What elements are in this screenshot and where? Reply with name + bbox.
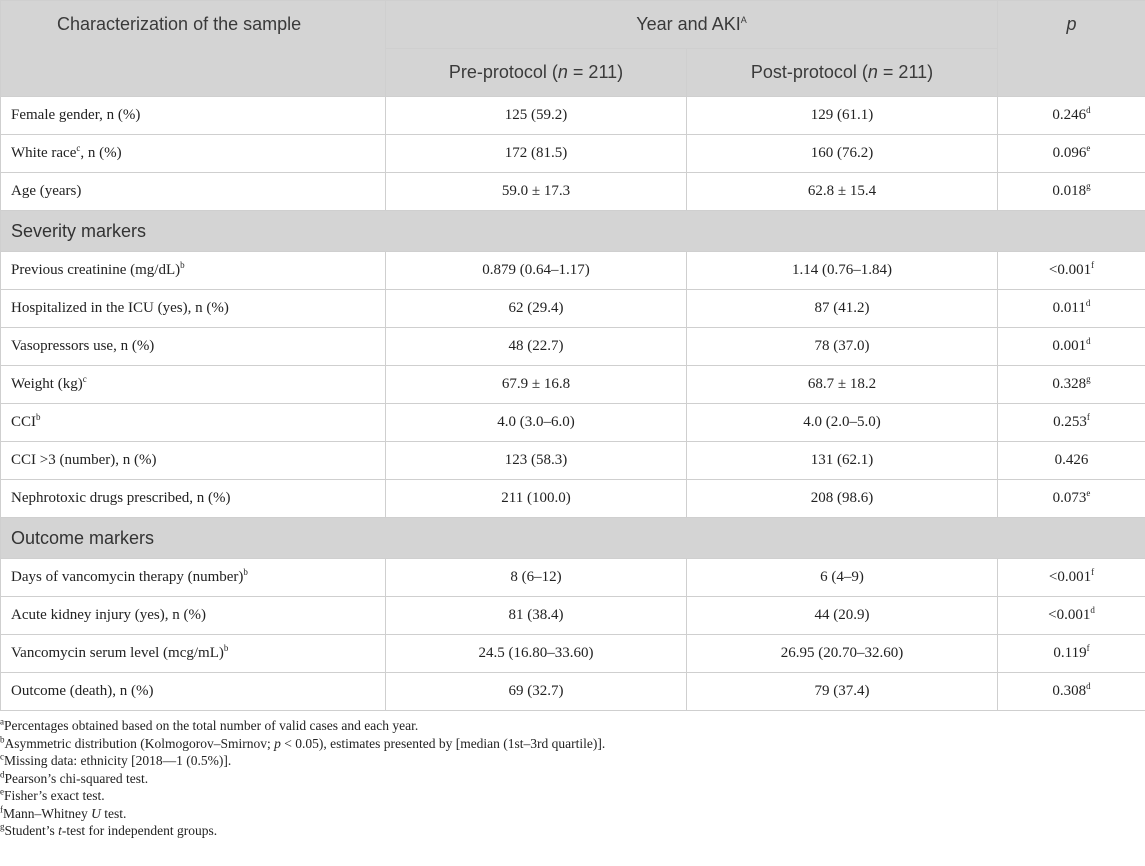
- header-row: [1, 1, 1145, 49]
- section-outcome-markers: Outcome markers: [1, 518, 1145, 559]
- table-row: Weight (kg)$^c$ 67.9 ± 16.8 68.7 ± 18.2 0.328$^g$: [1, 366, 1145, 404]
- section-severity-markers: Severity markers: [1, 211, 1145, 252]
- footnotes: [0, 711, 1145, 840]
- table-row: Age (years) 59.0 ± 17.3 62.8 ± 15.4 0.018$^g$: [1, 173, 1145, 211]
- table-row: Vancomycin serum level $(mcg/mL)^b$ 24.5 (16.80–33.60) 26.95 (20.70–32.60) 0.119$^f$: [1, 635, 1145, 673]
- table-row: White race$^c$, n (%) 172 (81.5) 160 (76.2) 0.096e: [1, 135, 1145, 173]
- table-row: Female gender, n (%) 125 (59.2) 129 (61.1) 0.246$^d$: [1, 97, 1145, 135]
- footnote-a: $^a$Percentages obtained based on the total number of valid cases and each year.: [0, 716, 419, 733]
- footnote-c: $^c$Missing data: ethnicity [2018—1 (0.5%)].: [0, 751, 232, 768]
- footnote-e: $^e$Fisher’s exact test.: [0, 786, 105, 803]
- footnote-d: $^d$Pearson’s chi-squared test.: [0, 769, 149, 786]
- table-row: Nephrotoxic drugs prescribed, n (%) 211 (100.0) 208 (98.6) 0.073e: [1, 480, 1145, 518]
- header-p: p: [998, 1, 1145, 97]
- table-row: Vasopressors use, n (%) 48 (22.7) 78 (37.0) 0.001$^d$: [1, 328, 1145, 366]
- footnote-f: $^f$Mann–Whitney U test.: [0, 804, 127, 821]
- footnote-b: $^b$Asymmetric distribution (Kolmogorov–Smirnov; p < 0.05), estimates presented by [median (1st–3rd quartile)].: [0, 734, 606, 751]
- header-pre-protocol: Pre-protocol (n = 211): [386, 49, 687, 97]
- table-row: CCI$^b$ 4.0 (3.0–6.0) 4.0 (2.0–5.0) 0.253$^f$: [1, 404, 1145, 442]
- table-row: Previous creatinine $(mg/dL)^b$ 0.879 (0.64–1.17) 1.14 (0.76–1.84) <0.001$^f$: [1, 252, 1145, 290]
- table-row: Days of vancomycin therapy (number)$^b$ 8 (6–12) 6 (4–9) <0.001$^f$: [1, 559, 1145, 597]
- table-row: Acute kidney injury (yes), n (%) 81 (38.4) 44 (20.9) <0.001$^d$: [1, 597, 1145, 635]
- table-row: Outcome (death), n (%) 69 (32.7) 79 (37.4) 0.308$^d$: [1, 673, 1145, 711]
- table-row: CCI >3 (number), n (%) 123 (58.3) 131 (62.1) 0.426: [1, 442, 1145, 480]
- footnote-g: $^g$Student’s t-test for independent groups.: [0, 821, 218, 838]
- table-row: Hospitalized in the ICU (yes), n (%) 62 (29.4) 87 (41.2) 0.011$^d$: [1, 290, 1145, 328]
- header-characterization: Characterization of the sample: [1, 1, 386, 97]
- header-year-aki: Year and $AKI^A$: [386, 1, 998, 49]
- header-post-protocol: Post-protocol (n = 211): [687, 49, 998, 97]
